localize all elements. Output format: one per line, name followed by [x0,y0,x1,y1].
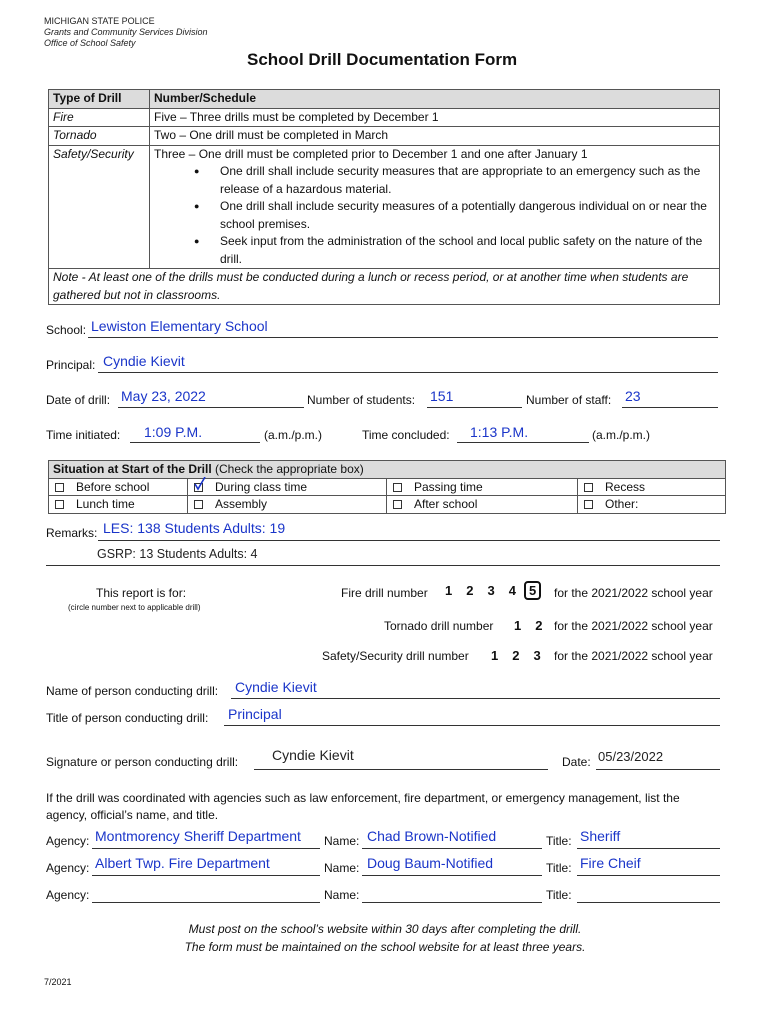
list-item: ● One drill shall include security measures that are appropriate to an emergency such as the release of a hazardous material. [220,163,715,198]
option-label: Assembly [215,497,268,511]
date-input[interactable]: May 23, 2022 [121,388,206,404]
checkbox[interactable] [55,483,64,492]
staff-line[interactable] [622,407,718,408]
name-line[interactable] [362,848,542,849]
safety-drill-numbers [484,647,548,665]
students-label: Number of students: [307,393,416,407]
situation-instruction: (Check the appropriate box) [215,462,364,476]
option-after-school[interactable] [387,496,578,514]
remarks-label: Remarks: [46,526,98,540]
time-initiated-input[interactable]: 1:09 P.M. [144,424,203,440]
tornado-year-text: for the 2021/2022 school year [554,619,713,633]
fire-number-3[interactable]: 3 [487,583,495,598]
signature-label: Signature or person conducting drill: [46,755,239,769]
title-label: Title: [546,861,572,875]
situation-header-row [49,461,726,479]
name-label: Name: [324,861,360,875]
remarks-line-2[interactable] [46,565,720,566]
tornado-number-2[interactable]: 2 [535,618,543,633]
date-label: Date of drill: [46,393,111,407]
agency-label: Agency: [46,888,90,902]
principal-input[interactable]: Cyndie Kievit [103,353,185,369]
title-label: Title: [546,888,572,902]
conductor-title-line[interactable] [224,725,720,726]
table-row [49,145,720,269]
drill-schedule-fire: Five – Three drills must be completed by December 1 [150,108,720,127]
time-concluded-input[interactable]: 1:13 P.M. [470,424,529,440]
safety-number-1[interactable]: 1 [491,648,499,663]
tornado-number-1[interactable]: 1 [514,618,522,633]
list-item: ● Seek input from the administration of the school and local public safety on the nature of the drill. [220,233,715,268]
sig-date-input[interactable]: 05/23/2022 [598,749,664,764]
conductor-title-input[interactable]: Principal [228,706,282,722]
fire-number-2[interactable]: 2 [466,583,474,598]
agency-line[interactable] [92,875,320,876]
tornado-drill-label: Tornado drill number [384,619,494,633]
checkbox[interactable] [393,483,402,492]
date-line[interactable] [118,407,304,408]
agency-line[interactable] [92,848,320,849]
option-assembly[interactable] [188,496,387,514]
title-line[interactable] [577,848,720,849]
note-row [49,269,720,305]
time-initiated-line[interactable] [130,442,260,443]
drill-schedule-tornado: Two – One drill must be completed in March [150,127,720,146]
option-label: Other: [605,497,639,511]
title-input[interactable]: Fire Cheif [580,855,641,871]
option-label: Lunch time [76,497,135,511]
tornado-drill-numbers [507,617,549,635]
title-line[interactable] [577,902,720,903]
table-row [49,108,720,127]
school-input[interactable]: Lewiston Elementary School [91,318,268,334]
footer-line-2: The form must be maintained on the school website for at least three years. [184,940,586,954]
fire-number-5-circled[interactable]: 5 [524,581,541,600]
drill-schedule-safety [150,145,720,269]
drill-type-fire: Fire [49,108,150,127]
agency-line[interactable] [92,902,320,903]
agency-input[interactable]: Albert Twp. Fire Department [95,855,270,871]
drill-type-safety: Safety/Security [49,145,150,269]
safety-bullet-list [154,163,715,268]
signature-line[interactable] [254,769,548,770]
name-label: Name: [324,888,360,902]
checkmark-icon [194,477,206,491]
checkbox[interactable] [584,483,593,492]
option-label: Recess [605,479,646,494]
conductor-name-line[interactable] [231,698,720,699]
principal-line[interactable] [98,372,718,373]
agency-name: MICHIGAN STATE POLICE [44,16,155,26]
checkbox[interactable] [584,500,593,509]
time-concluded-label: Time concluded: [362,428,450,442]
title-line[interactable] [577,875,720,876]
office-name: Office of School Safety [44,38,136,48]
report-hint: (circle number next to applicable drill) [68,603,201,612]
drill-type-tornado: Tornado [49,127,150,146]
option-lunch-time[interactable] [49,496,188,514]
remarks-input-2[interactable]: GSRP: 13 Students Adults: 4 [97,547,258,561]
agency-label: Agency: [46,861,90,875]
title-label: Title: [546,834,572,848]
sig-date-label: Date: [562,755,591,769]
situation-row [49,496,726,514]
table-header-row [49,90,720,109]
safety-drill-label: Safety/Security drill number [322,649,469,663]
name-label: Name: [324,834,360,848]
option-before-school[interactable] [49,478,188,496]
staff-label: Number of staff: [526,393,612,407]
option-label: Passing time [414,479,483,494]
drill-note: Note - At least one of the drills must be conducted during a lunch or recess period, or at another time when students are gathered but not in classrooms. [49,269,720,305]
list-item: ● One drill shall include security measures of a potentially dangerous individual on or near the school premises. [220,198,715,233]
form-version: 7/2021 [44,977,72,987]
conductor-name-label: Name of person conducting drill: [46,684,219,698]
time-initiated-label: Time initiated: [46,428,121,442]
form-title: School Drill Documentation Form [247,50,518,69]
checkbox[interactable] [194,500,203,509]
remarks-line-1[interactable] [98,540,720,541]
signature-input[interactable]: Cyndie Kievit [272,747,354,763]
option-label: During class time [215,479,308,494]
type-of-drill-header: Type of Drill [49,90,150,109]
footer-line-1: Must post on the school’s website within 30 days after completing the drill. [188,922,582,936]
fire-drill-numbers [438,581,548,600]
name-line[interactable] [362,902,542,903]
name-input[interactable]: Doug Baum-Notified [367,855,494,871]
option-passing-time[interactable] [387,478,578,496]
checkbox[interactable] [55,500,64,509]
principal-label: Principal: [46,358,96,372]
situation-table [48,460,726,514]
division-name: Grants and Community Services Division [44,27,208,37]
remarks-input-1[interactable]: LES: 138 Students Adults: 19 [103,520,286,536]
fire-drill-label: Fire drill number [341,586,428,600]
time-concluded-line[interactable] [457,442,589,443]
fire-year-text: for the 2021/2022 school year [554,586,713,600]
option-recess[interactable] [578,478,726,496]
name-input[interactable]: Chad Brown-Notified [367,828,497,844]
option-other[interactable] [578,496,726,514]
situation-title: Situation at Start of the Drill [53,462,212,476]
title-input[interactable]: Sheriff [580,828,621,844]
checkbox-checked[interactable] [194,483,203,492]
agency-input[interactable]: Montmorency Sheriff Department [95,828,301,844]
option-during-class[interactable] [188,478,387,496]
schedule-header: Number/Schedule [150,90,720,109]
school-line[interactable] [88,337,718,338]
school-label: School: [46,323,87,337]
conductor-name-input[interactable]: Cyndie Kievit [235,679,317,695]
table-row [49,127,720,146]
ampm-label: (a.m./p.m.) [264,428,323,442]
drill-schedule-table [48,89,720,305]
checkbox[interactable] [393,500,402,509]
safety-year-text: for the 2021/2022 school year [554,649,713,663]
agencies-intro: If the drill was coordinated with agencies such as law enforcement, fire department, or emergency management, list the agency, official’s name, and title. [46,791,680,822]
sig-date-line[interactable] [596,769,720,770]
fire-number-4[interactable]: 4 [508,583,516,598]
fire-number-1[interactable]: 1 [445,583,453,598]
safety-number-3[interactable]: 3 [533,648,541,663]
staff-input[interactable]: 23 [625,388,641,404]
ampm-label-2: (a.m./p.m.) [592,428,651,442]
safety-number-2[interactable]: 2 [512,648,520,663]
safety-schedule-text: Three – One drill must be completed prior to December 1 and one after January 1 [154,146,588,161]
report-label: This report is for: [96,586,187,600]
students-input[interactable]: 151 [430,388,454,404]
students-line[interactable] [427,407,522,408]
name-line[interactable] [362,875,542,876]
conductor-title-label: Title of person conducting drill: [46,711,209,725]
option-label: After school [414,497,478,511]
situation-header [49,461,726,479]
option-label: Before school [76,479,150,494]
situation-row [49,478,726,496]
agency-label: Agency: [46,834,90,848]
